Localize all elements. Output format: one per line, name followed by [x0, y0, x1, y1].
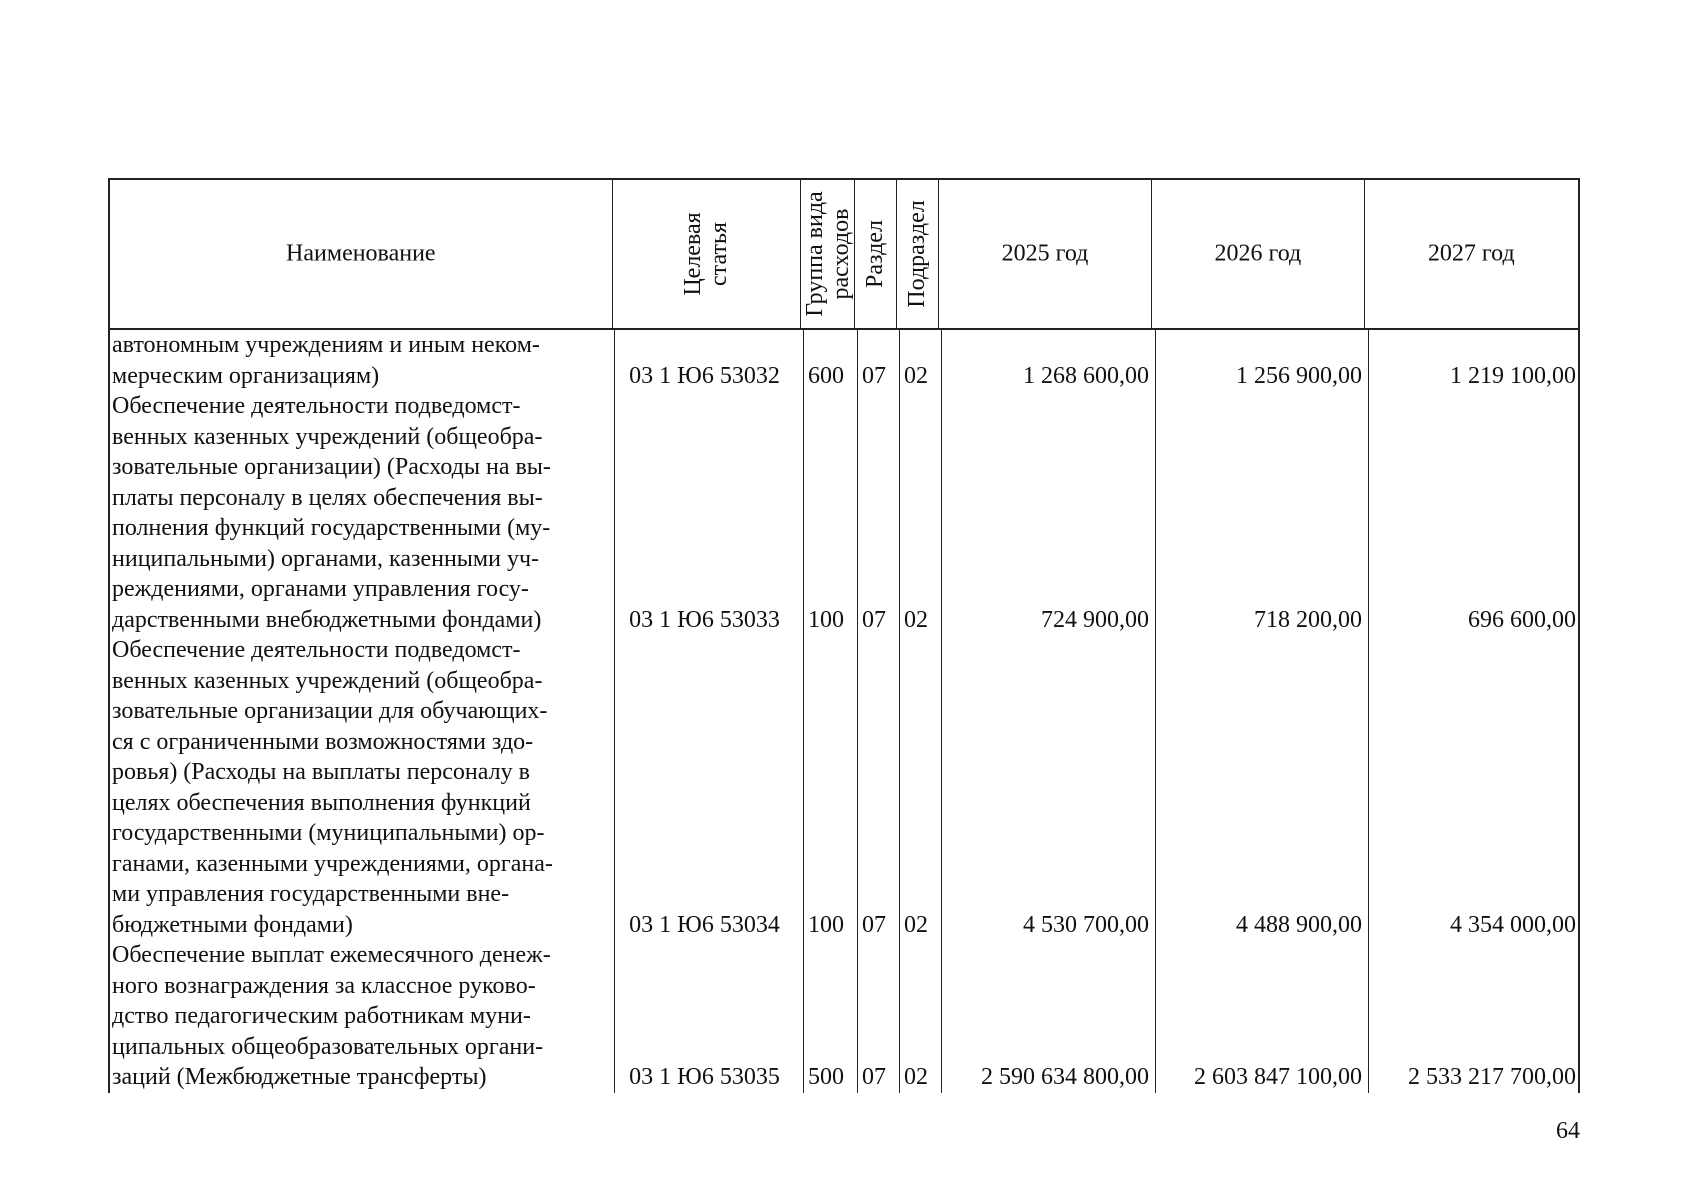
row-2027: 1 219 100,00 [1450, 362, 1576, 389]
table-row [110, 940, 1578, 1093]
row-name-line: бюджетными фондами) [112, 911, 353, 938]
header-2025-label: 2025 год [1001, 240, 1089, 267]
row-name-line: мерческим организациям) [112, 362, 380, 389]
header-2027-label: 2027 год [1427, 240, 1515, 267]
row-name-line: венных казенных учреждений (общеобра- [112, 667, 543, 694]
row-name-line: ного вознаграждения за классное руково- [112, 972, 536, 999]
header-2025 [939, 180, 1152, 328]
header-name-label: Наименование [286, 240, 436, 267]
header-name [110, 180, 613, 328]
header-section [855, 180, 897, 328]
row-2025: 2 590 634 800,00 [981, 1064, 1149, 1090]
header-target [613, 180, 801, 328]
row-name-line: венных казенных учреждений (общеобра- [112, 423, 543, 450]
row-2026: 2 603 847 100,00 [1194, 1064, 1362, 1090]
row-subsection: 02 [904, 1064, 928, 1090]
row-subsection: 02 [904, 606, 928, 633]
row-name-line: зовательные организации для обучающих- [112, 698, 548, 724]
row-name-line: ся с ограниченными возможностями здо- [112, 728, 534, 755]
header-2026-label: 2026 год [1214, 240, 1302, 267]
row-section: 07 [862, 1064, 886, 1090]
row-name-line: государственными (муниципальными) ор- [112, 820, 545, 846]
row-cells [610, 330, 1578, 391]
row-cells [610, 635, 1578, 940]
row-name-line: реждениями, органами управления госу- [112, 576, 529, 602]
row-name-line: Обеспечение деятельности подведомст- [112, 637, 521, 663]
table-header [110, 178, 1578, 330]
row-subsection: 02 [904, 362, 928, 389]
row-2026: 718 200,00 [1254, 606, 1362, 633]
budget-table [108, 178, 1580, 1093]
row-2026: 1 256 900,00 [1236, 362, 1362, 389]
row-name-line: ципальных общеобразовательных органи- [112, 1033, 544, 1060]
row-2025: 1 268 600,00 [1023, 362, 1149, 389]
header-group-line1: Группа вида [801, 191, 828, 317]
header-group [801, 180, 855, 328]
row-group: 600 [808, 362, 844, 389]
row-name-line: заций (Межбюджетные трансферты) [112, 1064, 487, 1090]
row-cells [610, 391, 1578, 635]
row-name-line: дство педагогическим работникам муни- [112, 1003, 531, 1029]
row-cells [610, 940, 1578, 1093]
header-2026 [1152, 180, 1364, 328]
row-name [110, 940, 610, 1093]
row-name-line: дарственными внебюджетными фондами) [112, 606, 542, 633]
header-target-line2: статья [706, 222, 733, 286]
row-name-line: ганами, казенными учреждениями, органа- [112, 850, 553, 877]
header-target-label [680, 212, 732, 295]
row-name [110, 330, 610, 391]
row-name-line: Обеспечение выплат ежемесячного денеж- [112, 942, 551, 968]
table-row [110, 391, 1578, 635]
page-number: 64 [1556, 1118, 1580, 1144]
header-subsection-label: Подраздел [904, 200, 931, 308]
row-group: 100 [808, 606, 844, 633]
table-row [110, 635, 1578, 940]
table-body [110, 330, 1578, 1093]
row-code: 03 1 Ю6 53035 [629, 1064, 780, 1090]
row-2027: 2 533 217 700,00 [1408, 1064, 1576, 1090]
row-name [110, 635, 610, 940]
row-name-line: полнения функций государственными (му- [112, 515, 551, 541]
table-row [110, 330, 1578, 391]
row-2025: 4 530 700,00 [1023, 911, 1149, 938]
row-name-line: автономным учреждениям и иным неком- [112, 332, 540, 358]
row-name-line: ниципальными) органами, казенными уч- [112, 545, 540, 572]
table-grid [108, 178, 1580, 1093]
row-name-line: целях обеспечения выполнения функций [112, 789, 531, 816]
header-2027 [1365, 180, 1578, 328]
table-rows [110, 330, 1578, 1093]
row-section: 07 [862, 606, 886, 633]
row-name-line: ровья) (Расходы на выплаты персоналу в [112, 759, 530, 785]
header-section-label: Раздел [862, 220, 889, 288]
row-name-line: платы персоналу в целях обеспечения вы- [112, 484, 543, 511]
row-name [110, 391, 610, 635]
header-target-line1: Целевая [680, 212, 707, 296]
row-name-line: зовательные организации) (Расходы на вы- [112, 454, 551, 480]
header-group-label [802, 191, 854, 316]
row-2025: 724 900,00 [1041, 606, 1149, 633]
row-2027: 696 600,00 [1468, 606, 1576, 633]
row-subsection: 02 [904, 911, 928, 938]
row-code: 03 1 Ю6 53033 [629, 606, 780, 633]
row-name-line: Обеспечение деятельности подведомст- [112, 393, 521, 419]
row-2026: 4 488 900,00 [1236, 911, 1362, 938]
row-code: 03 1 Ю6 53034 [629, 911, 780, 938]
row-2027: 4 354 000,00 [1450, 911, 1576, 938]
row-code: 03 1 Ю6 53032 [629, 362, 780, 389]
row-section: 07 [862, 362, 886, 389]
row-group: 500 [808, 1064, 844, 1090]
header-subsection [897, 180, 939, 328]
row-group: 100 [808, 911, 844, 938]
row-section: 07 [862, 911, 886, 938]
row-name-line: ми управления государственными вне- [112, 881, 510, 907]
header-group-line2: расходов [827, 208, 854, 300]
